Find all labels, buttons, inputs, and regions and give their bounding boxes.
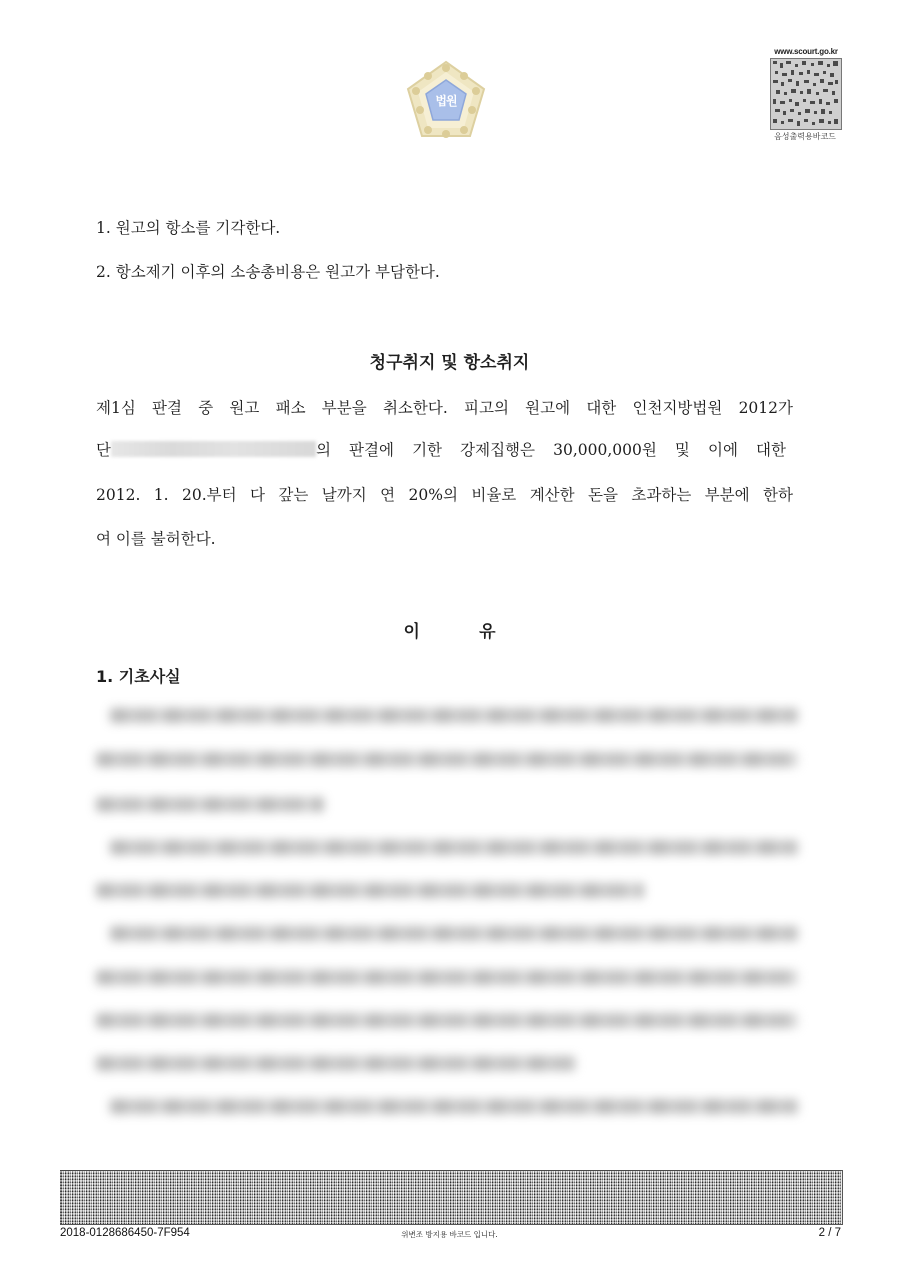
redacted-line xyxy=(96,797,324,812)
claim-line-2-prefix: 단 xyxy=(96,441,111,459)
redacted-line xyxy=(96,752,798,767)
claim-heading: 청구취지 및 항소취지 xyxy=(369,353,530,373)
emblem-label: 법원 xyxy=(435,94,457,108)
document-id: 2018-0128686450-7F954 xyxy=(60,1227,190,1239)
redacted-case-number xyxy=(111,441,316,457)
claim-line-2 xyxy=(96,440,793,460)
redacted-line xyxy=(110,926,798,941)
order-item-1: 1. 원고의 항소를 기각한다. xyxy=(96,219,281,237)
redacted-line xyxy=(96,970,798,985)
qr-caption: 음성출력용바코드 xyxy=(774,132,836,141)
barcode-texture xyxy=(60,1170,841,1223)
redacted-line xyxy=(96,1056,576,1071)
order-item-2: 2. 항소제기 이후의 소송총비용은 원고가 부담한다. xyxy=(96,263,440,281)
claim-line-4: 여 이를 불허한다. xyxy=(96,530,216,548)
page-number: 2 / 7 xyxy=(818,1227,841,1239)
claim-line-2-suffix: 의 판결에 기한 강제집행은 30,000,000원 및 이에 대한 xyxy=(315,441,786,459)
court-emblem-icon xyxy=(404,58,488,142)
barcode-note: 위변조 방지용 바코드 입니다. xyxy=(401,1230,498,1239)
qr-code-icon xyxy=(770,58,842,130)
redacted-line xyxy=(110,840,798,855)
section-basic-facts: 1. 기초사실 xyxy=(96,667,181,686)
qr-url: www.scourt.go.kr xyxy=(774,47,838,56)
claim-line-3: 2012. 1. 20.부터 다 갚는 날까지 연 20%의 비율로 계산한 돈을 초과하는 부분에 한하 xyxy=(96,486,793,504)
redacted-line xyxy=(110,708,798,723)
reasons-heading: 이 유 xyxy=(403,622,496,642)
redacted-line xyxy=(96,1013,798,1028)
claim-line-1: 제1심 판결 중 원고 패소 부분을 취소한다. 피고의 원고에 대한 인천지방법원 2012가 xyxy=(96,399,793,417)
redacted-line xyxy=(96,883,644,898)
redacted-line xyxy=(110,1099,798,1114)
